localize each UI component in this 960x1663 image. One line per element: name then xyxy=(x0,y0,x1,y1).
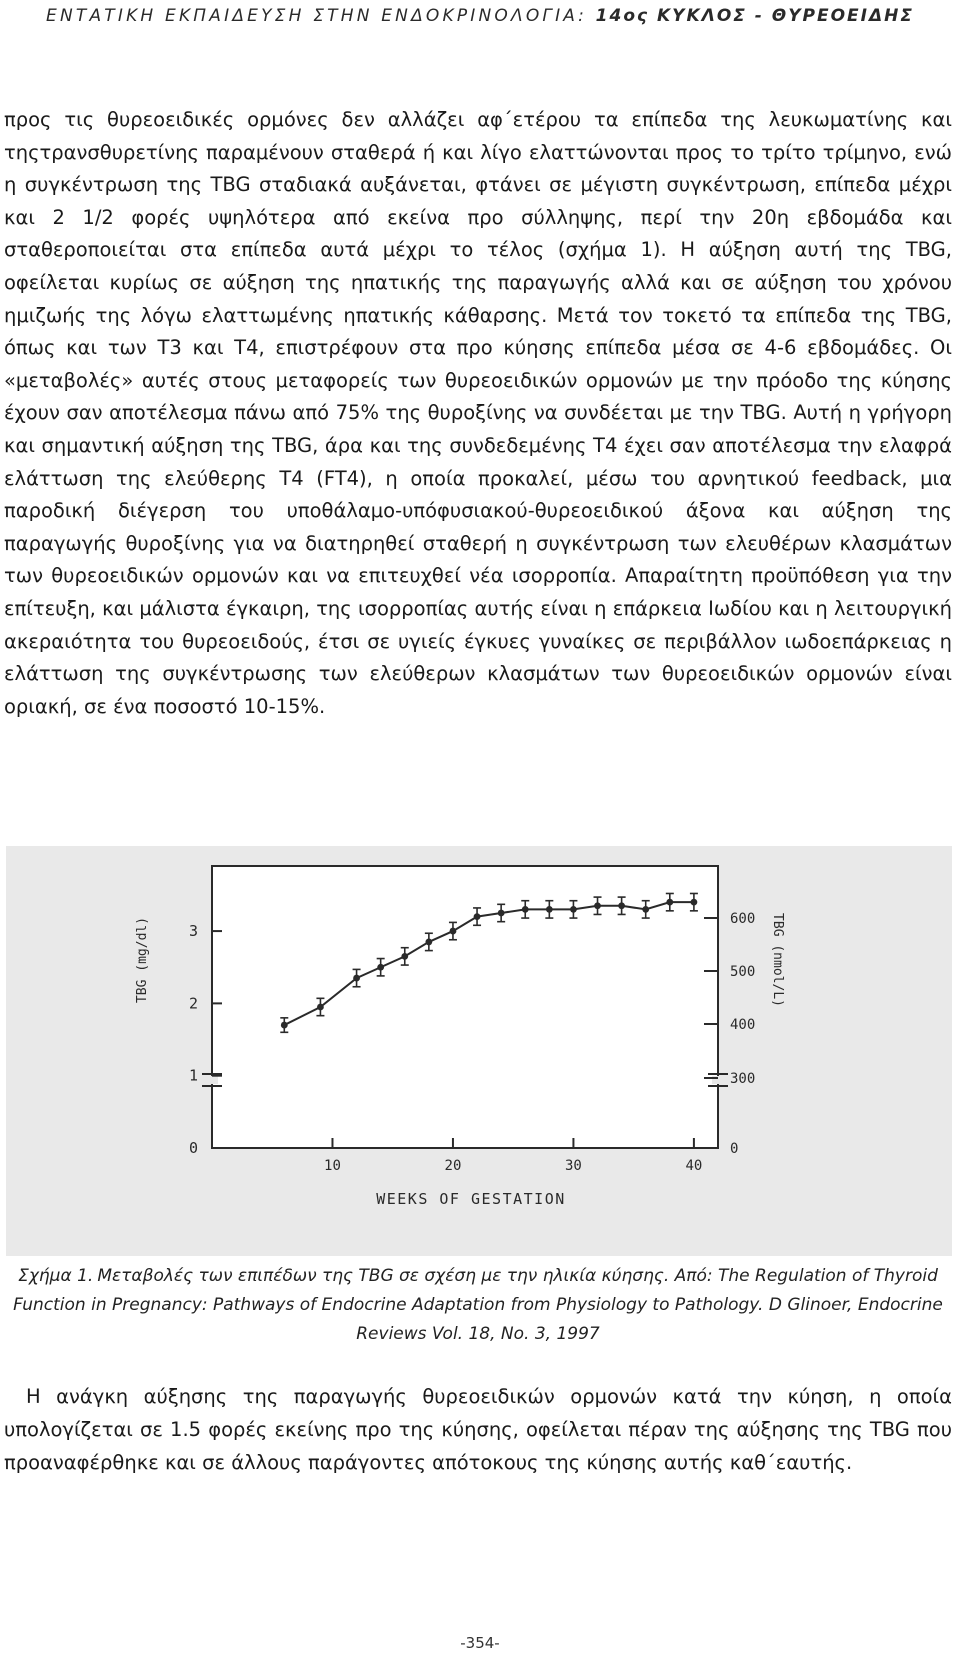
y-tick-label: 0 xyxy=(188,1139,198,1157)
y-right-axis-title: TBG (nmol/L) xyxy=(770,913,785,1007)
data-point xyxy=(666,899,673,906)
data-point xyxy=(425,939,432,946)
x-tick-label: 40 xyxy=(685,1158,703,1174)
data-point xyxy=(281,1022,288,1029)
y-tick-label: 1 xyxy=(188,1066,198,1085)
data-point xyxy=(618,902,625,909)
data-point xyxy=(570,906,577,913)
data-point xyxy=(377,964,384,971)
y-axis-title: TBG (mg/dl) xyxy=(135,916,150,1004)
paragraph-1: προς τις θυρεοειδικές ορμόνες δεν αλλάζει αφ΄ετέρου τα επίπεδα της λευκωματίνης και τηςτρανσθυρετίνης παραμένουν σταθερά ή και λίγο ελαττώνονται προς το τρίτο τρίμηνο, ενώ η συγκέντρωση της TBG σταδιακά αυξάνεται, φτάνει σε μέγιστη συγκέντρωση, επίπεδα μέχρι και 2 1/2 φορές υψηλότερα από εκείνα προ σύλληψης, περί την 20η εβδομάδα και σταθεροποιείται στα επίπεδα αυτά μέχρι το τέλος (σχήμα 1). Η αύξηση αυτή της TBG, οφείλεται κυρίως σε αύξηση της ηπατικής της παραγωγής αλλά και σε αύξηση του χρόνου ημιζωής της λόγω ελαττωμένης ηπατικής κάθαρσης. Μετά τον τοκετό τα επίπεδα της TBG, όπως και των T3 και T4, επιστρέφουν στα προ κύησης επίπεδα μέσα σε 4-6 εβδομάδες. Οι «μεταβολές» αυτές στους μεταφορείς των θυρεοειδικών ορμονών με την πρόοδο της κύησης έχουν σαν αποτέλεσμα πάνω από 75% της θυροξίνης να συνδέεται με την TBG. Αυτή η γρήγορη και σημαντική αύξηση της TBG, άρα και της συνδεδεμένης T4 έχει σαν αποτέλεσμα την ελαφρά ελάττωση της ελεύθερης T4 (FT4), η οποία προκαλεί, μέσω του αρνητικού feedback, μια παροδική διέγερση του υποθάλαμο-υπόφυσιακού-θυρεοειδικού άξονα και αύξηση της παραγωγής θυροξίνης για να διατηρηθεί σταθερή η συγκέντρωση των ελευθέρων κλασμάτων των θυρεοειδικών ορμονών και να επιτευχθεί νέα ισορροπία. Απαραίτητη προϋπόθεση για την επίτευξη, και μάλιστα έγκαιρη, της ισορροπίας αυτής είναι η επάρκεια Ιωδίου και η λειτουργική ακεραιότητα του θυρεοειδούς, έτσι σε υγιείς έγκυες γυναίκες σε περιβάλλον ιωδοεπάρκειας η ελάττωση της συγκέντρωσης των ελεύθερων κλασμάτων των θυρεοειδικών ορμονών είναι οριακή, σε ένα ποσοστό 10-15%. xyxy=(4,108,952,718)
data-point xyxy=(474,913,481,920)
y-tick-label: 3 xyxy=(188,922,198,941)
data-point xyxy=(353,975,360,982)
tbg-line-chart xyxy=(6,846,952,1256)
running-head xyxy=(0,6,960,26)
data-point xyxy=(642,906,649,913)
data-point xyxy=(522,906,529,913)
data-point xyxy=(401,953,408,960)
data-point xyxy=(594,902,601,909)
x-tick-label: 20 xyxy=(444,1158,462,1174)
running-head-issue: 14ος ΚΥΚΛΟΣ - ΘΥΡΕΟΕΙΔΗΣ xyxy=(595,6,914,26)
x-axis-title: WEEKS OF GESTATION xyxy=(376,1190,566,1208)
y-right-tick-label: 500 xyxy=(730,964,756,980)
y-tick-label: 2 xyxy=(188,994,198,1013)
data-point xyxy=(450,928,457,935)
data-point xyxy=(317,1004,324,1011)
y-right-tick-label: 0 xyxy=(730,1141,739,1157)
figure-tbg-chart xyxy=(6,846,952,1256)
figure-caption xyxy=(4,1262,952,1349)
caption-label: Σχήμα 1. xyxy=(18,1266,94,1286)
y-right-tick-label: 300 xyxy=(730,1071,756,1087)
page-number: -354- xyxy=(460,1634,500,1652)
x-tick-label: 30 xyxy=(564,1158,582,1174)
running-head-title: ΕΝΤΑΤΙΚΗ ΕΚΠΑΙΔΕΥΣΗ ΣΤΗΝ ΕΝΔΟΚΡΙΝΟΛΟΓΙΑ: xyxy=(46,6,596,26)
data-point xyxy=(546,906,553,913)
y-right-tick-label: 600 xyxy=(730,911,756,927)
x-tick-label: 10 xyxy=(324,1158,341,1174)
data-point xyxy=(498,910,505,917)
caption-text: Μεταβολές των επιπέδων της TBG σε σχέση με την ηλικία κύησης. Από: The Regulation of Thyroid Function in Pregnancy: Pathways of Endocrine Adaptation from Physiology to Pathology. D Glinoer, Endocrine Reviews Vol. 18, No. 3, 1997 xyxy=(13,1266,943,1344)
paragraph-2: Η ανάγκη αύξησης της παραγωγής θυρεοειδικών ορμονών κατά την κύηση, η οποία υπολογίζεται σε 1.5 φορές εκείνης προ της κύησης, οφείλεται πέραν της αύξησης της TBG που προαναφέρθηκε και σε άλλους παράγοντες απότοκους της κύησης αυτής καθ΄εαυτής. xyxy=(4,1385,952,1474)
y-right-tick-label: 400 xyxy=(730,1017,756,1033)
axis-break-gap xyxy=(206,1076,218,1084)
data-point xyxy=(691,899,698,906)
